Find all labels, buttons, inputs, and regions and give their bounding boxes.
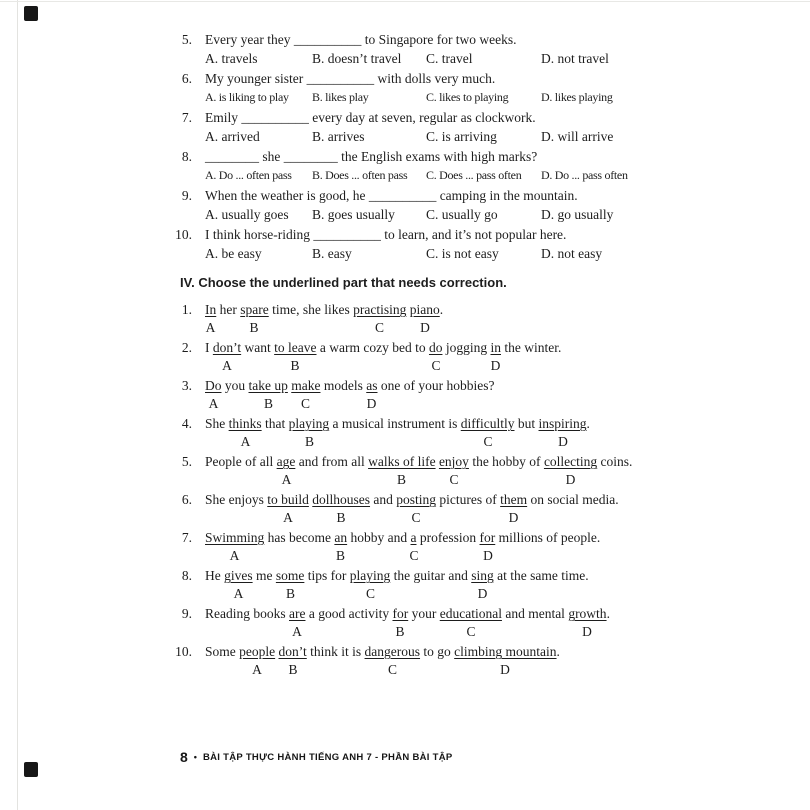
question-number: 4. [181, 416, 192, 431]
sentence-text: and mental [501, 606, 569, 621]
question-sentence [205, 338, 778, 357]
option-b: B. goes usually [312, 207, 395, 222]
underlined-part: dangerous [364, 644, 421, 659]
answer-letter: A [240, 434, 251, 449]
answer-letter: C [387, 662, 398, 677]
question-sentence [205, 528, 778, 547]
answer-letter: B [249, 320, 259, 335]
question-text: Every year they __________ to Singapore for two weeks. [205, 32, 517, 47]
question-number: 6. [181, 71, 192, 86]
question-sentence [205, 566, 778, 585]
underlined-part: posting [396, 492, 437, 507]
question-number: 7. [181, 530, 192, 545]
page-footer [180, 749, 453, 765]
answer-letter: A [292, 624, 302, 639]
correction-question [166, 528, 778, 565]
option-a: A. arrived [205, 129, 260, 144]
sentence-text: millions of people. [495, 530, 601, 545]
workbook-page-content [166, 30, 778, 680]
answer-letter: A [252, 662, 262, 677]
option-a: A. is liking to play [205, 90, 289, 104]
answer-letter: C [483, 434, 493, 449]
underlined-part: growth [568, 606, 607, 621]
answer-letter: C [365, 586, 376, 601]
answer-options [205, 88, 778, 107]
underlined-part: climbing mountain [454, 644, 557, 659]
underlined-part: Swimming [205, 530, 265, 545]
option-a: A. usually goes [205, 207, 289, 222]
answer-options [205, 166, 778, 185]
sentence-text: models [320, 378, 367, 393]
answer-options [205, 244, 778, 263]
question-line [166, 69, 778, 88]
underlined-part: practising [353, 302, 407, 317]
underlined-part: playing [288, 416, 330, 431]
correction-question [166, 604, 778, 641]
question-text: When the weather is good, he __________ camping in the mountain. [205, 188, 578, 203]
sentence-text: the winter. [501, 340, 562, 355]
underlined-part: thinks [228, 416, 262, 431]
answer-letter: D [420, 320, 430, 335]
option-b: B. arrives [312, 129, 365, 144]
answer-letter: B [396, 472, 407, 487]
question-sentence [205, 452, 778, 471]
answer-letter: A [208, 396, 219, 411]
question-sentence [205, 414, 778, 433]
sentence-text: . [556, 644, 560, 659]
question-line [166, 376, 778, 395]
correction-question [166, 338, 778, 375]
underlined-part: inspiring [538, 416, 587, 431]
binding-mark-bottom [24, 762, 38, 777]
sentence-text: profession [416, 530, 480, 545]
answer-letter: B [288, 662, 298, 677]
sentence-text: think it is [306, 644, 365, 659]
option-c: C. travel [426, 51, 473, 66]
answer-letter: A [283, 510, 293, 525]
underlined-part: gives [224, 568, 253, 583]
sentence-text: a warm cozy bed to [316, 340, 429, 355]
underlined-part: in [490, 340, 501, 355]
sentence-text: . [586, 416, 590, 431]
answer-letters [166, 509, 778, 527]
question-line [166, 642, 778, 661]
question-line [166, 108, 778, 127]
answer-letters [166, 661, 778, 679]
mc-question [166, 225, 778, 263]
multiple-choice-question-list [166, 30, 778, 263]
sentence-text: pictures of [436, 492, 501, 507]
page-top-edge-line [0, 1, 810, 2]
sentence-text: coins. [597, 454, 633, 469]
sentence-text: the hobby of [468, 454, 544, 469]
answer-letter: C [300, 396, 311, 411]
answer-letters [166, 547, 778, 565]
option-d: D. likes playing [541, 90, 613, 104]
sentence-text: time, she likes [268, 302, 354, 317]
sentence-text: on social media. [527, 492, 619, 507]
page-number: 8 [180, 749, 188, 765]
mc-question [166, 69, 778, 107]
correction-question-list [166, 300, 778, 679]
answer-letters [166, 319, 778, 337]
question-line [166, 300, 778, 319]
underlined-part: enjoy [438, 454, 469, 469]
underlined-part: piano [409, 302, 440, 317]
sentence-text: that [261, 416, 289, 431]
underlined-part: for [392, 606, 409, 621]
sentence-text: He [205, 568, 225, 583]
answer-letter: C [411, 510, 421, 525]
option-b: B. doesn’t travel [312, 51, 402, 66]
underlined-part: walks of life [368, 454, 436, 469]
sentence-text: want [241, 340, 275, 355]
correction-question [166, 414, 778, 451]
question-line [166, 528, 778, 547]
sentence-text: one of your hobbies? [377, 378, 495, 393]
question-line [166, 147, 778, 166]
sentence-text: Reading books [205, 606, 289, 621]
question-sentence [205, 376, 778, 395]
question-number: 8. [181, 568, 192, 583]
answer-letter: B [304, 434, 315, 449]
answer-letter: D [558, 434, 568, 449]
question-number: 10. [175, 644, 192, 659]
answer-letter: D [366, 396, 377, 411]
question-number: 7. [181, 110, 192, 125]
sentence-text: the guitar and [390, 568, 472, 583]
question-number: 9. [181, 606, 192, 621]
option-b: B. easy [312, 246, 352, 261]
underlined-part: as [366, 378, 378, 393]
option-c: C. is not easy [426, 246, 499, 261]
underlined-part: take up [248, 378, 288, 393]
answer-options [205, 127, 778, 146]
sentence-text: you [221, 378, 249, 393]
underlined-part: playing [349, 568, 391, 583]
answer-options [205, 49, 778, 68]
correction-question [166, 300, 778, 337]
question-sentence [205, 300, 778, 319]
answer-options [205, 205, 778, 224]
section-iv-title: IV. Choose the underlined part that needs correction. [180, 275, 507, 290]
answer-letter: C [409, 548, 419, 563]
sentence-text: her [216, 302, 241, 317]
correction-question [166, 566, 778, 603]
answer-letters [166, 623, 778, 641]
underlined-part: educational [439, 606, 502, 621]
question-line [166, 186, 778, 205]
mc-question [166, 147, 778, 185]
page-edge-line [17, 0, 18, 810]
question-line [166, 338, 778, 357]
answer-letter: D [500, 662, 510, 677]
sentence-text: Some [205, 644, 240, 659]
sentence-text: People of all [205, 454, 277, 469]
question-number: 2. [181, 340, 192, 355]
sentence-text: . [606, 606, 610, 621]
underlined-part: do [428, 340, 443, 355]
sentence-text: a musical instrument is [329, 416, 461, 431]
sentence-text: She enjoys [205, 492, 268, 507]
sentence-text: I [205, 340, 213, 355]
answer-letter: D [582, 624, 592, 639]
question-line [166, 566, 778, 585]
correction-question [166, 376, 778, 413]
answer-letter: B [263, 396, 274, 411]
sentence-text: She [205, 416, 229, 431]
option-b: B. likes play [312, 90, 369, 104]
underlined-part: spare [240, 302, 269, 317]
option-d: D. not travel [541, 51, 609, 66]
question-sentence [205, 642, 778, 661]
underlined-part: don’t [278, 644, 307, 659]
answer-letter: A [222, 358, 232, 373]
footer-book-title: BÀI TẬP THỰC HÀNH TIẾNG ANH 7 - PHẦN BÀI TẬP [202, 751, 453, 763]
question-sentence [205, 490, 778, 509]
underlined-part: collecting [543, 454, 598, 469]
underlined-part: to build [267, 492, 309, 507]
sentence-text: tips for [304, 568, 350, 583]
question-line [166, 604, 778, 623]
mc-question [166, 30, 778, 68]
sentence-text: jogging [442, 340, 491, 355]
answer-letter: B [336, 510, 346, 525]
sentence-text: and [370, 492, 397, 507]
option-c: C. usually go [426, 207, 498, 222]
underlined-part: some [275, 568, 305, 583]
answer-letters [166, 471, 778, 489]
answer-letter: B [395, 624, 405, 639]
question-text: Emily __________ every day at seven, regular as clockwork. [205, 110, 536, 125]
underlined-part: dollhouses [312, 492, 371, 507]
answer-letter: B [335, 548, 346, 563]
question-line [166, 414, 778, 433]
mc-question [166, 186, 778, 224]
answer-letter: C [449, 472, 459, 487]
question-line [166, 490, 778, 509]
answer-letter: D [483, 548, 493, 563]
sentence-text: me [252, 568, 276, 583]
underlined-part: don’t [212, 340, 242, 355]
question-text: My younger sister __________ with dolls very much. [205, 71, 496, 86]
correction-question [166, 642, 778, 679]
option-a: A. travels [205, 51, 258, 66]
answer-letter: D [508, 510, 519, 525]
footer-separator-dot: • [193, 752, 197, 762]
option-a: A. be easy [205, 246, 262, 261]
sentence-text: your [408, 606, 440, 621]
sentence-text: hobby and [347, 530, 411, 545]
underlined-part: people [239, 644, 276, 659]
correction-question [166, 452, 778, 489]
underlined-part: an [334, 530, 348, 545]
underlined-part: to leave [274, 340, 317, 355]
underlined-part: are [289, 606, 306, 621]
sentence-text: . [439, 302, 444, 317]
question-number: 5. [181, 454, 192, 469]
question-text: I think horse-riding __________ to learn, and it’s not popular here. [205, 227, 567, 242]
question-number: 5. [181, 32, 192, 47]
mc-question [166, 108, 778, 146]
sentence-text: and from all [295, 454, 369, 469]
question-line [166, 225, 778, 244]
underlined-part: for [479, 530, 496, 545]
question-text: ________ she ________ the English exams with high marks? [205, 149, 538, 164]
answer-letter: A [233, 586, 244, 601]
question-number: 10. [175, 227, 192, 242]
option-b: B. Does ... often pass [312, 168, 408, 182]
answer-letter: D [477, 586, 488, 601]
option-c: C. likes to playing [426, 90, 509, 104]
answer-letters [166, 395, 778, 413]
sentence-text: but [514, 416, 539, 431]
answer-letter: B [290, 358, 300, 373]
question-sentence [205, 604, 778, 623]
sentence-text: to go [420, 644, 455, 659]
underlined-part: them [500, 492, 528, 507]
option-c: C. is arriving [426, 129, 497, 144]
sentence-text: has become [264, 530, 335, 545]
answer-letters [166, 357, 778, 375]
answer-letter: A [281, 472, 292, 487]
answer-letters [166, 433, 778, 451]
option-d: D. go usually [541, 207, 614, 222]
answer-letter: C [466, 624, 476, 639]
underlined-part: Do [205, 378, 222, 393]
answer-letter: C [431, 358, 441, 373]
answer-letter: D [565, 472, 576, 487]
underlined-part: difficultly [460, 416, 515, 431]
answer-letter: C [374, 320, 385, 335]
question-number: 6. [181, 492, 192, 507]
option-c: C. Does ... pass often [426, 168, 522, 182]
answer-letter: A [205, 320, 216, 335]
question-number: 3. [181, 378, 192, 393]
underlined-part: In [205, 302, 217, 317]
underlined-part: make [291, 378, 321, 393]
sentence-text: at the same time. [493, 568, 589, 583]
question-number: 9. [181, 188, 192, 203]
answer-letter: D [490, 358, 501, 373]
underlined-part: age [276, 454, 296, 469]
question-number: 1. [181, 302, 192, 317]
option-a: A. Do ... often pass [205, 168, 292, 182]
question-line [166, 452, 778, 471]
correction-question [166, 490, 778, 527]
answer-letter: A [229, 548, 240, 563]
answer-letter: B [285, 586, 296, 601]
underlined-part: a [410, 530, 417, 545]
question-number: 8. [181, 149, 192, 164]
option-d: D. will arrive [541, 129, 614, 144]
option-d: D. not easy [541, 246, 603, 261]
question-line [166, 30, 778, 49]
underlined-part: sing [471, 568, 494, 583]
answer-letters [166, 585, 778, 603]
sentence-text: a good activity [305, 606, 393, 621]
binding-mark-top [24, 6, 38, 21]
option-d: D. Do ... pass often [541, 168, 628, 182]
